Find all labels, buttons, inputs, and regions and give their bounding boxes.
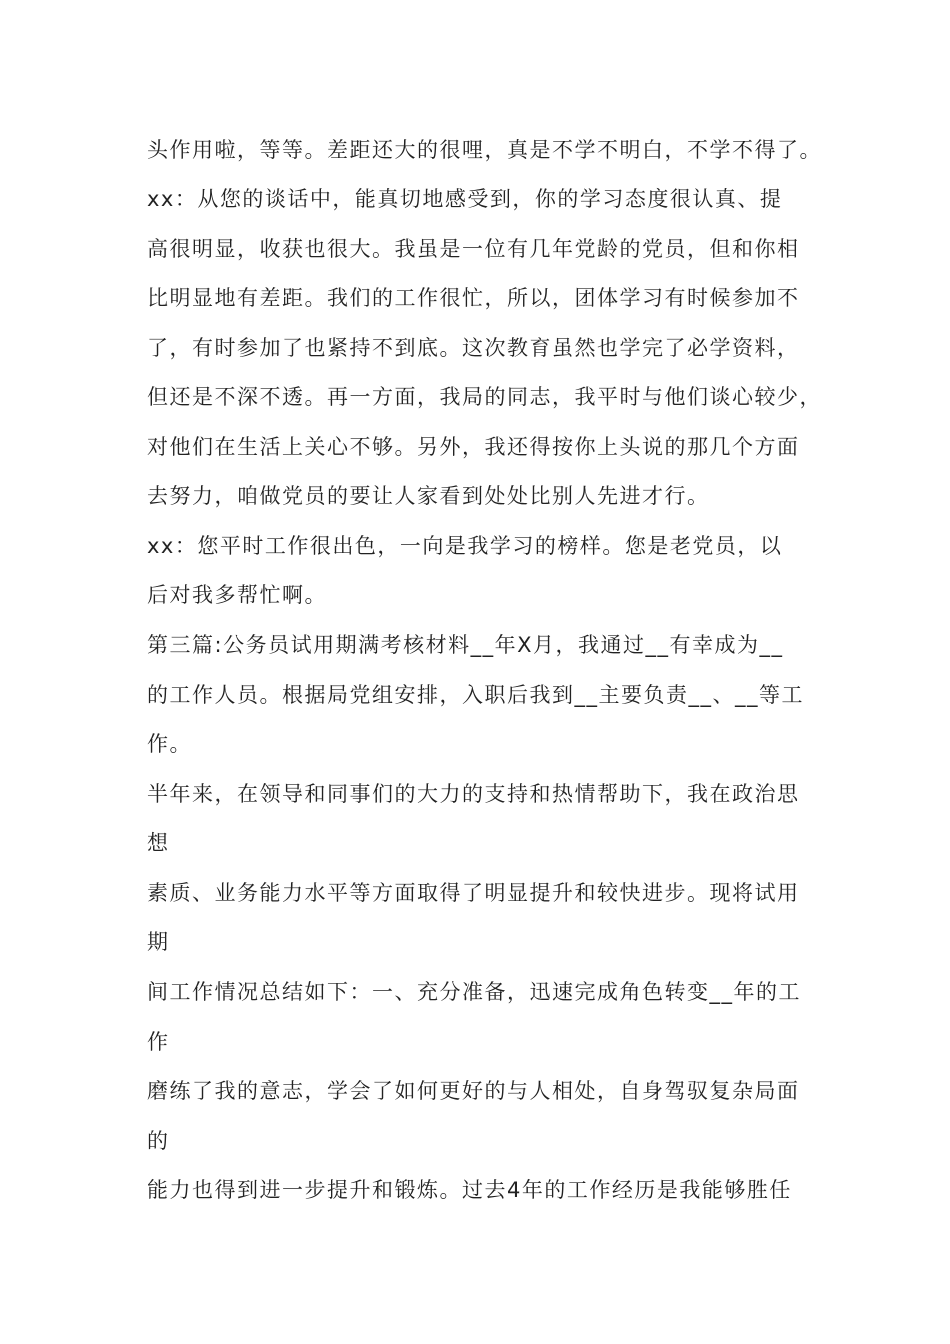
text-line: xx：从您的谈话中，能真切地感受到，你的学习态度很认真、提 [147, 187, 783, 211]
text-line: 间工作情况总结如下：一、充分准备，迅速完成角色转变__年的工 [147, 980, 801, 1004]
text-line: 磨练了我的意志，学会了如何更好的与人相处，自身驾驭复杂局面 [147, 1079, 800, 1103]
text-line: 能力也得到进一步提升和锻炼。过去4年的工作经历是我能够胜任 [147, 1178, 792, 1202]
text-line: 素质、业务能力水平等方面取得了明显提升和较快进步。现将试用 [147, 881, 800, 905]
text-line: 高很明显，收获也很大。我虽是一位有几年党龄的党员，但和你相 [147, 237, 800, 261]
text-line: 头作用啦，等等。差距还大的很哩，真是不学不明白，不学不得了。 [147, 138, 822, 162]
text-line: 半年来，在领导和同事们的大力的支持和热情帮助下，我在政治思 [147, 782, 800, 806]
text-line: 但还是不深不透。再一方面，我局的同志，我平时与他们谈心较少， [147, 385, 822, 409]
text-line: 作。 [147, 732, 192, 756]
text-line: 了，有时参加了也紧持不到底。这次教育虽然也学完了必学资料， [147, 336, 800, 360]
text-line: 作 [147, 1030, 170, 1054]
text-line: 对他们在生活上关心不够。另外，我还得按你上头说的那几个方面 [147, 435, 800, 459]
text-line: xx：您平时工作很出色，一向是我学习的榜样。您是老党员，以 [147, 534, 783, 558]
text-line: 期 [147, 930, 170, 954]
text-line: 第三篇:公务员试用期满考核材料__年X月，我通过__有幸成为__ [147, 633, 784, 657]
text-line: 的工作人员。根据局党组安排，入职后我到__主要负责__、__等工 [147, 683, 804, 707]
text-line: 去努力，咱做党员的要让人家看到处处比别人先进才行。 [147, 484, 710, 508]
text-line: 后对我多帮忙啊。 [147, 583, 327, 607]
text-line: 想 [147, 831, 170, 855]
text-line: 比明显地有差距。我们的工作很忙，所以，团体学习有时候参加不 [147, 286, 800, 310]
text-line: 的 [147, 1129, 170, 1153]
